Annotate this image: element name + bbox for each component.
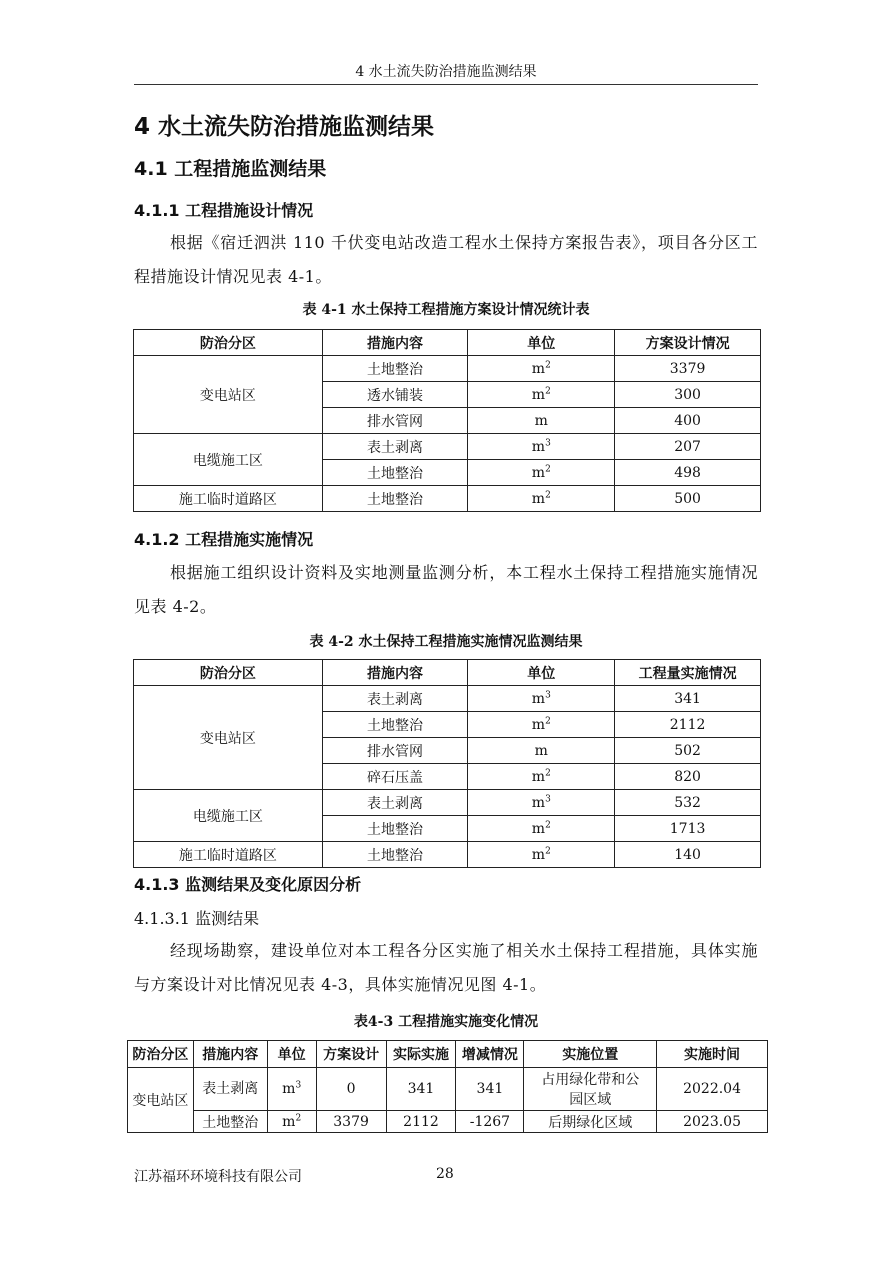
table-row	[134, 486, 761, 512]
header-cell: 措施内容	[193, 1041, 267, 1068]
section-heading: 4.1 工程措施监测结果	[134, 158, 327, 180]
table-4-2-caption: 表 4-2 水土保持工程措施实施情况监测结果	[309, 634, 583, 650]
subsubsection-heading-4-1-3-1: 4.1.3.1 监测结果	[134, 909, 260, 928]
table-4-1	[133, 329, 761, 512]
measure-cell: 碎石压盖	[322, 764, 468, 790]
table-4-1-caption: 表 4-1 水土保持工程措施方案设计情况统计表	[302, 302, 590, 318]
zone-cell: 变电站区	[128, 1068, 194, 1133]
time-cell: 2023.05	[657, 1111, 768, 1133]
header-cell: 措施内容	[322, 330, 468, 356]
time-cell: 2022.04	[657, 1068, 768, 1111]
header-cell: 工程量实施情况	[615, 660, 761, 686]
measure-cell: 土地整治	[322, 460, 468, 486]
value-cell: 207	[615, 434, 761, 460]
measure-cell: 表土剥离	[322, 434, 468, 460]
table-row	[128, 1111, 768, 1133]
actual-cell: 2112	[386, 1111, 456, 1133]
design-cell: 3379	[316, 1111, 386, 1133]
table-header-row	[134, 330, 761, 356]
measure-cell: 透水铺装	[322, 382, 468, 408]
chapter-heading: 4 水土流失防治措施监测结果	[134, 114, 435, 140]
paragraph-3: 经现场勘察，建设单位对本工程各分区实施了相关水土保持工程措施，具体实施与方案设计对比情况见表 4-3，具体实施情况见图 4-1。	[134, 941, 758, 994]
zone-cell: 电缆施工区	[134, 790, 323, 842]
measure-cell: 土地整治	[322, 842, 468, 868]
unit-cell: $m^3$	[468, 686, 615, 712]
location-cell: 后期绿化区域	[524, 1111, 657, 1133]
unit-cell: $m^2$	[468, 816, 615, 842]
table-header-row	[134, 660, 761, 686]
unit-cell: $m^2$	[468, 382, 615, 408]
measure-cell: 土地整治	[322, 486, 468, 512]
subsection-heading-4-1-1: 4.1.1 工程措施设计情况	[134, 201, 314, 220]
change-cell: -1267	[456, 1111, 524, 1133]
value-cell: 820	[615, 764, 761, 790]
unit-cell: $m^2$	[468, 460, 615, 486]
value-cell: 140	[615, 842, 761, 868]
subsection-heading-4-1-2: 4.1.2 工程措施实施情况	[134, 530, 314, 549]
design-cell: 0	[316, 1068, 386, 1111]
location-cell: 占用绿化带和公园区域	[524, 1068, 657, 1111]
table-row	[128, 1068, 768, 1111]
table-row	[134, 434, 761, 460]
table-row	[134, 356, 761, 382]
value-cell: 300	[615, 382, 761, 408]
value-cell: 498	[615, 460, 761, 486]
zone-cell: 施工临时道路区	[134, 842, 323, 868]
table-4-2	[133, 659, 761, 868]
zone-cell: 施工临时道路区	[134, 486, 323, 512]
measure-cell: 表土剥离	[193, 1068, 267, 1111]
running-header: 4 水土流失防治措施监测结果	[134, 62, 758, 85]
value-cell: 532	[615, 790, 761, 816]
unit-cell: $m^3$	[468, 790, 615, 816]
paragraph-1: 根据《宿迁泗洪 110 千伏变电站改造工程水土保持方案报告表》，项目各分区工程措施设计情况见表 4-1。	[134, 233, 758, 286]
unit-cell: $m^3$	[267, 1068, 316, 1111]
header-cell: 单位	[468, 330, 615, 356]
zone-cell: 变电站区	[134, 356, 323, 434]
zone-cell: 变电站区	[134, 686, 323, 790]
table-row	[134, 790, 761, 816]
measure-cell: 土地整治	[322, 712, 468, 738]
header-cell: 单位	[468, 660, 615, 686]
footer-company: 江苏福环环境科技有限公司	[134, 1169, 302, 1185]
actual-cell: 341	[386, 1068, 456, 1111]
measure-cell: 土地整治	[322, 356, 468, 382]
value-cell: 400	[615, 408, 761, 434]
unit-cell: $m^2$	[468, 486, 615, 512]
unit-cell: $m^2$	[468, 712, 615, 738]
value-cell: 341	[615, 686, 761, 712]
unit-cell: $m^2$	[468, 764, 615, 790]
measure-cell: 排水管网	[322, 408, 468, 434]
header-cell: 防治分区	[128, 1041, 194, 1068]
page-number: 28	[436, 1166, 454, 1182]
header-cell: 实施时间	[657, 1041, 768, 1068]
header-cell: 增减情况	[456, 1041, 524, 1068]
measure-cell: 土地整治	[193, 1111, 267, 1133]
header-cell: 防治分区	[134, 330, 323, 356]
unit-cell: $m^2$	[468, 842, 615, 868]
header-cell: 防治分区	[134, 660, 323, 686]
table-header-row	[128, 1041, 768, 1068]
value-cell: 502	[615, 738, 761, 764]
unit-cell: $m^2$	[468, 356, 615, 382]
header-cell: 方案设计情况	[615, 330, 761, 356]
unit-cell: m	[468, 738, 615, 764]
value-cell: 500	[615, 486, 761, 512]
unit-cell: m	[468, 408, 615, 434]
zone-cell: 电缆施工区	[134, 434, 323, 486]
table-row	[134, 842, 761, 868]
measure-cell: 表土剥离	[322, 790, 468, 816]
measure-cell: 土地整治	[322, 816, 468, 842]
table-4-3	[127, 1040, 768, 1133]
header-cell: 方案设计	[316, 1041, 386, 1068]
value-cell: 2112	[615, 712, 761, 738]
header-cell: 单位	[267, 1041, 316, 1068]
table-4-3-caption: 表4-3 工程措施实施变化情况	[353, 1014, 539, 1030]
unit-cell: $m^3$	[468, 434, 615, 460]
measure-cell: 表土剥离	[322, 686, 468, 712]
header-cell: 实际实施	[386, 1041, 456, 1068]
header-cell: 实施位置	[524, 1041, 657, 1068]
table-row	[134, 686, 761, 712]
value-cell: 1713	[615, 816, 761, 842]
subsection-heading-4-1-3: 4.1.3 监测结果及变化原因分析	[134, 875, 362, 894]
value-cell: 3379	[615, 356, 761, 382]
header-cell: 措施内容	[322, 660, 468, 686]
change-cell: 341	[456, 1068, 524, 1111]
unit-cell: $m^2$	[267, 1111, 316, 1133]
paragraph-2: 根据施工组织设计资料及实地测量监测分析，本工程水土保持工程措施实施情况见表 4-2。	[134, 563, 758, 616]
measure-cell: 排水管网	[322, 738, 468, 764]
